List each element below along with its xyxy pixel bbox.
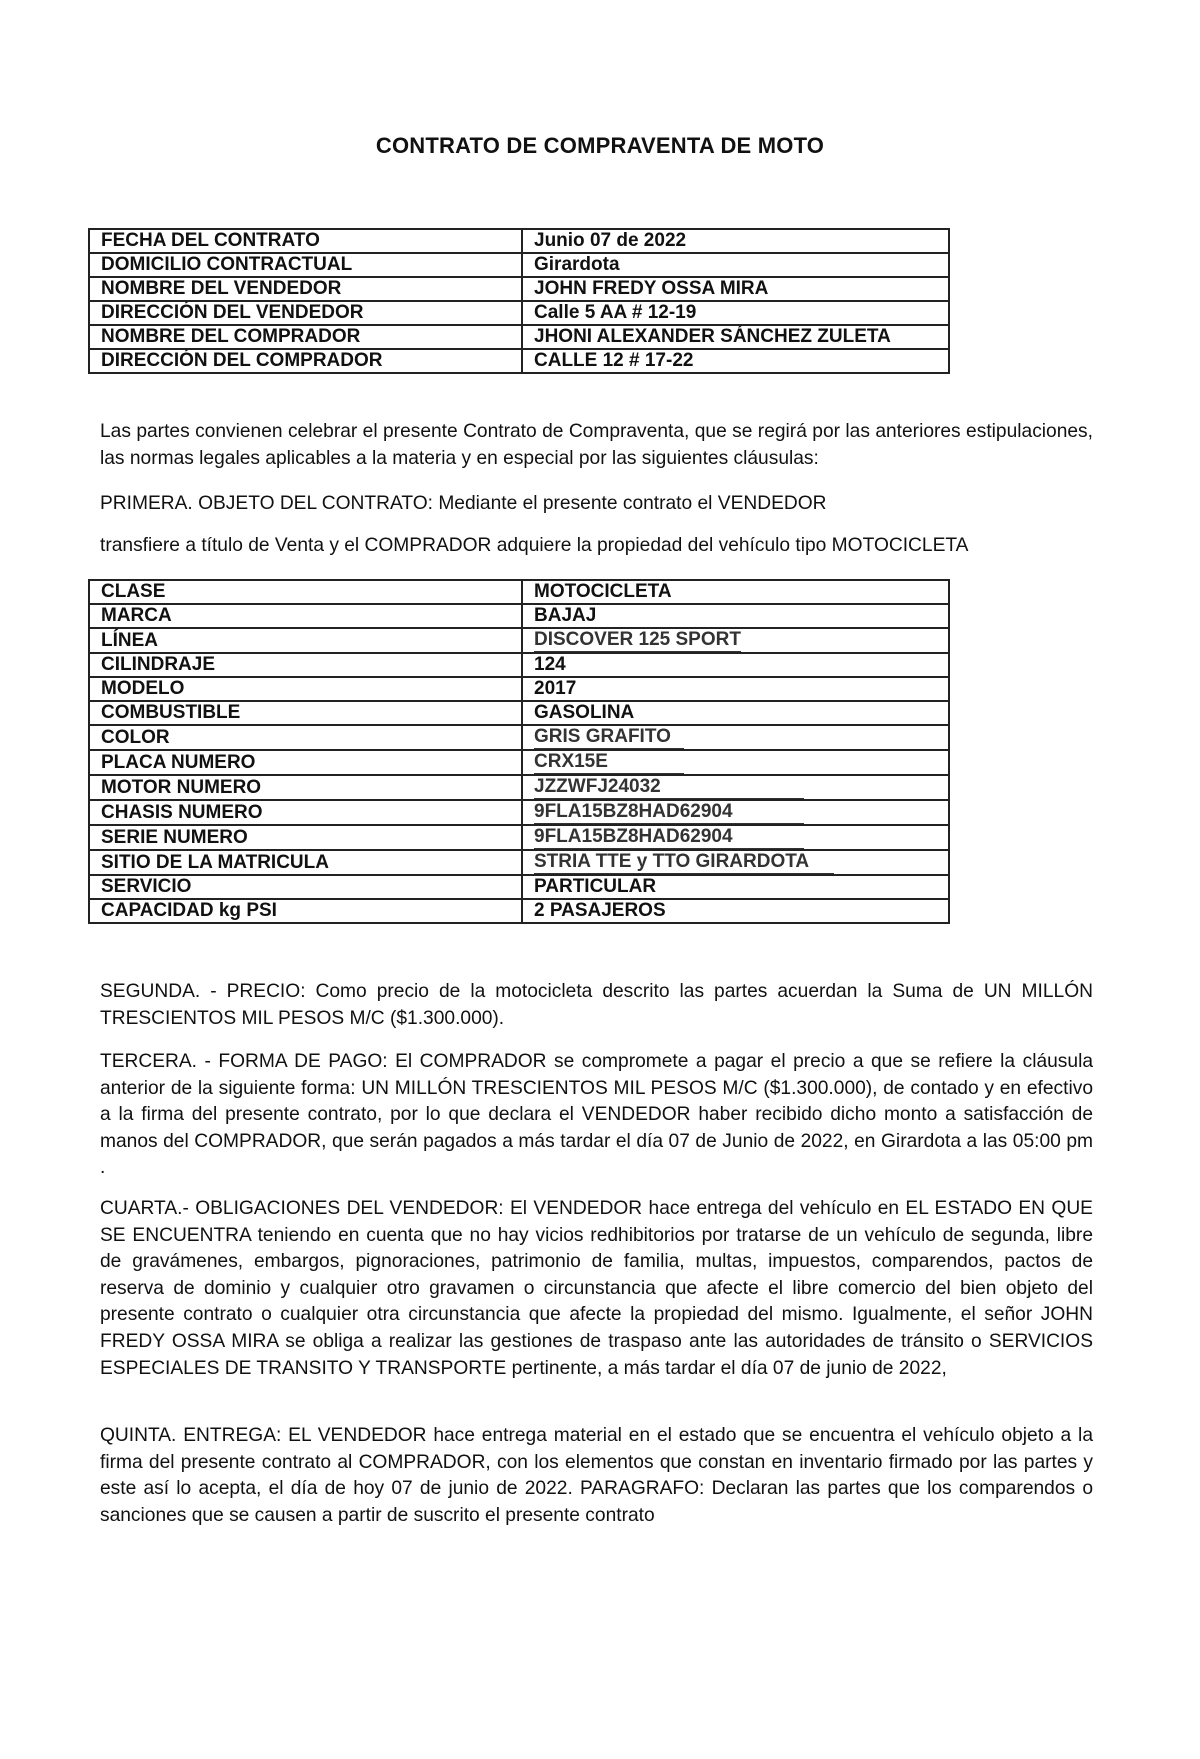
field-value: GRIS GRAFITO <box>534 726 684 749</box>
table-row <box>89 301 949 325</box>
field-value: PARTICULAR <box>522 875 949 899</box>
table-row <box>89 325 949 349</box>
field-value: 9FLA15BZ8HAD62904 <box>534 826 804 849</box>
contract-info-table <box>88 228 950 374</box>
clause-quinta: QUINTA. ENTREGA: EL VENDEDOR hace entrega material en el estado que se encuentra el vehículo objeto a la firma del presente contrato al COMPRADOR, con los elementos que constan en inventario firmado por las partes y este así lo acepta, el día de hoy 07 de junio de 2022. PARAGRAFO: Declaran las partes que los comparendos o sanciones que se causen a partir de suscrito el presente contrato <box>100 1425 1093 1526</box>
field-value: STRIA TTE y TTO GIRARDOTA <box>534 851 834 874</box>
field-label: PLACA NUMERO <box>89 750 522 775</box>
clause-tercera: TERCERA. - FORMA DE PAGO: El COMPRADOR se compromete a pagar el precio a que se refiere la cláusula anterior de la siguiente forma: UN MILLÓN TRESCIENTOS MIL PESOS M/C ($1.300.000), de contado y en efectivo a la firma del presente contrato, por lo que declara el VENDEDOR haber recibido dicho monto a satisfacción de manos del COMPRADOR, que serán pagados a más tardar el día 07 de Junio de 2022, en Girardota a las 05:00 pm . <box>100 1051 1093 1179</box>
field-label: FECHA DEL CONTRATO <box>89 229 522 253</box>
field-label: MOTOR NUMERO <box>89 775 522 800</box>
field-value: CALLE 12 # 17-22 <box>522 349 949 373</box>
table-row <box>89 677 949 701</box>
clause-cuarta: CUARTA.- OBLIGACIONES DEL VENDEDOR: El VENDEDOR hace entrega del vehículo en EL ESTADO EN QUE SE ENCUENTRA teniendo en cuenta que no hay vicios redhibitorios por tratarse de un vehículo de segunda, libre de gravámenes, embargos, pignoraciones, patrimonio de familia, multas, impuestos, comparendos, pactos de reserva de dominio y cualquier otro gravamen o circunstancia que afecte el libre comercio del bien objeto del presente contrato o cualquier otra circunstancia que afecte la propiedad del mismo. Igualmente, el señor JOHN FREDY OSSA MIRA se obliga a realizar las gestiones de traspaso ante las autoridades de tránsito o SERVICIOS ESPECIALES DE TRANSITO Y TRANSPORTE pertinente, a más tardar el día 07 de junio de 2022, <box>100 1198 1093 1379</box>
field-label: CLASE <box>89 580 522 604</box>
table-row <box>89 850 949 875</box>
field-value: BAJAJ <box>522 604 949 628</box>
table-row <box>89 277 949 301</box>
field-label: SERIE NUMERO <box>89 825 522 850</box>
field-label: LÍNEA <box>89 628 522 653</box>
table-row <box>89 875 949 899</box>
field-value: Girardota <box>522 253 949 277</box>
field-label: DOMICILIO CONTRACTUAL <box>89 253 522 277</box>
field-label: MODELO <box>89 677 522 701</box>
field-label: NOMBRE DEL VENDEDOR <box>89 277 522 301</box>
table-row <box>89 701 949 725</box>
table-row <box>89 580 949 604</box>
field-label: MARCA <box>89 604 522 628</box>
field-value: Junio 07 de 2022 <box>522 229 949 253</box>
clause-segunda: SEGUNDA. - PRECIO: Como precio de la motocicleta descrito las partes acuerdan la Suma de UN MILLÓN TRESCIENTOS MIL PESOS M/C ($1.300.000). <box>100 981 1093 1029</box>
table-row <box>89 750 949 775</box>
field-label: DIRECCIÓN DEL VENDEDOR <box>89 301 522 325</box>
field-label: CAPACIDAD kg PSI <box>89 899 522 923</box>
table-row <box>89 229 949 253</box>
field-value: JZZWFJ24032 <box>534 776 804 799</box>
intro-paragraph: Las partes convienen celebrar el presente Contrato de Compraventa, que se regirá por las anteriores estipulaciones, las normas legales aplicables a la materia y en especial por las siguientes cláusulas: <box>100 421 1093 469</box>
field-value: Calle 5 AA # 12-19 <box>522 301 949 325</box>
field-value: DISCOVER 125 SPORT <box>534 629 741 650</box>
field-value: MOTOCICLETA <box>522 580 949 604</box>
table-row <box>89 825 949 850</box>
field-label: SITIO DE LA MATRICULA <box>89 850 522 875</box>
field-value: JOHN FREDY OSSA MIRA <box>522 277 949 301</box>
field-label: NOMBRE DEL COMPRADOR <box>89 325 522 349</box>
table-row <box>89 800 949 825</box>
field-label: DIRECCIÓN DEL COMPRADOR <box>89 349 522 373</box>
field-value: 2017 <box>522 677 949 701</box>
table-row <box>89 775 949 800</box>
table-row <box>89 653 949 677</box>
field-value: CRX15E <box>534 751 684 774</box>
table-row <box>89 628 949 653</box>
table-row <box>89 899 949 923</box>
table-row <box>89 604 949 628</box>
field-value: GASOLINA <box>522 701 949 725</box>
field-value: 2 PASAJEROS <box>522 899 949 923</box>
vehicle-details-table <box>88 579 950 924</box>
field-value: JHONI ALEXANDER SÁNCHEZ ZULETA <box>522 325 949 349</box>
table-row <box>89 349 949 373</box>
table-row <box>89 725 949 750</box>
field-label: CHASIS NUMERO <box>89 800 522 825</box>
field-label: CILINDRAJE <box>89 653 522 677</box>
field-label: COMBUSTIBLE <box>89 701 522 725</box>
field-value: 9FLA15BZ8HAD62904 <box>534 801 804 824</box>
field-label: COLOR <box>89 725 522 750</box>
document-title: CONTRATO DE COMPRAVENTA DE MOTO <box>375 133 825 158</box>
table-row <box>89 253 949 277</box>
field-value: 124 <box>522 653 949 677</box>
clause-primera-line-2: transfiere a título de Venta y el COMPRADOR adquiere la propiedad del vehículo tipo MOTOCICLETA <box>100 535 969 556</box>
clause-primera-line-1: PRIMERA. OBJETO DEL CONTRATO: Mediante el presente contrato el VENDEDOR <box>100 493 827 514</box>
field-label: SERVICIO <box>89 875 522 899</box>
